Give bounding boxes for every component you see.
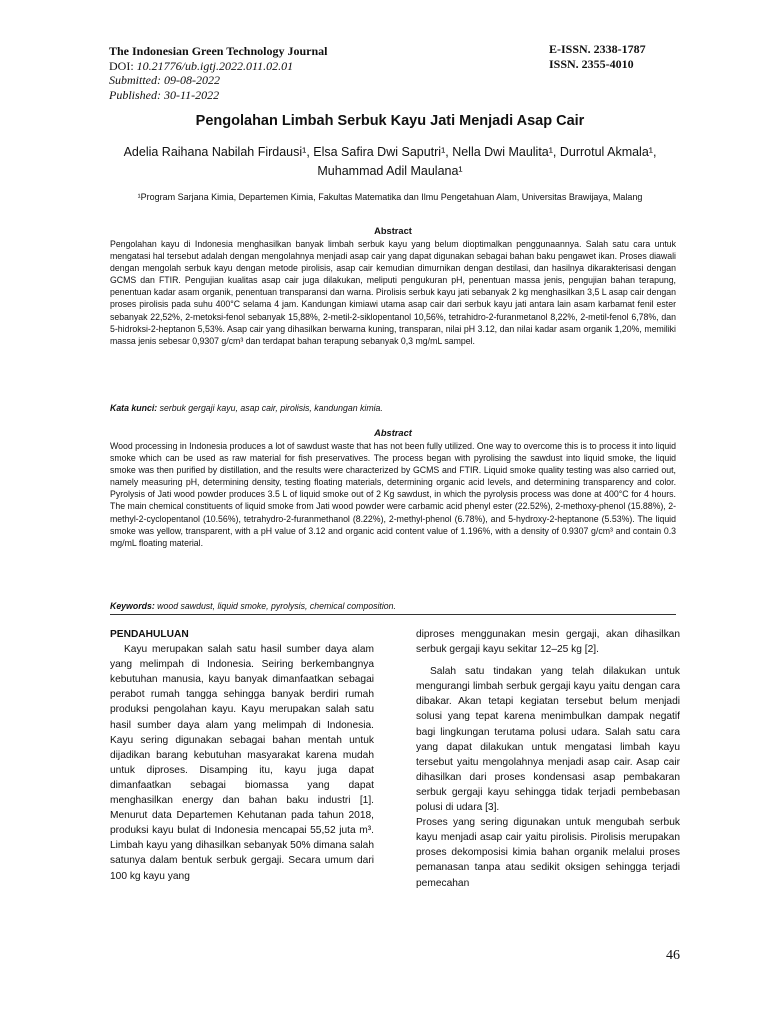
keywords-en-text: wood sawdust, liquid smoke, pyrolysis, chemical composition. [154, 601, 396, 611]
right-column [416, 627, 680, 891]
journal-header [109, 44, 469, 102]
author-list: Adelia Raihana Nabilah Firdausi¹, Elsa Safira Dwi Saputri¹, Nella Dwi Maulita¹, Durrotul Akmala¹, Muhammad Adil Maulana¹ [123, 145, 657, 178]
published-date: Published: 30-11-2022 [109, 87, 220, 102]
doi-line [109, 59, 469, 74]
doi-label: DOI: [109, 58, 137, 73]
body-paragraph: Kayu merupakan salah satu hasil sumber daya alam yang melimpah di Indonesia. Seiring berkembangnya kebutuhan manusia, kayu banyak dimanfaatkan sebagai perabot rumah tangga sehingga banyak berdiri rumah produksi pengolahan kayu. Kayu merupakan salah satu hasil sumber daya alam yang melimpah di Indonesia. Kayu sering digunakan sebagai bahan mentah untuk dijadikan barang kebutuhan masyarakat karena mudah untuk diproses. Disamping itu, kayu juga dapat dimanfaatkan sebagai biomassa yang dapat menghasilkan energy dan bahan baku industri [1]. Menurut data Departemen Kehutanan pada tahun 2018, produksi kayu bulat di Indonesia mencapai 55,52 juta m³. Limbah kayu yang dihasilkan sebanyak 50% dimana salah satunya dalam bentuk serbuk gergaji. Secara umum dari 100 kg kayu yang [110, 644, 374, 882]
keywords-en [110, 600, 676, 612]
submitted-date: Submitted: 09-08-2022 [109, 73, 220, 87]
article-title: Pengolahan Limbah Serbuk Kayu Jati Menjadi Asap Cair [195, 113, 585, 129]
section-divider [110, 614, 676, 615]
abstract-heading-en: Abstract [374, 428, 412, 438]
doi-link[interactable]: 10.21776/ub.igtj.2022.011.02.01 [136, 58, 294, 73]
keywords-id [110, 402, 676, 414]
journal-name: The Indonesian Green Technology Journal [109, 44, 328, 58]
body-paragraph: diproses menggunakan mesin gergaji, akan dihasilkan serbuk gergaji kayu sekitar 12–25 kg [2]. [416, 629, 680, 656]
keywords-en-label: Keywords: [110, 601, 155, 611]
keywords-id-label: Kata kunci: [110, 403, 158, 413]
issn: ISSN. 2355-4010 [549, 57, 634, 71]
section-heading: PENDAHULUAN [110, 629, 189, 640]
left-column [110, 627, 374, 884]
body-paragraph: Proses yang sering digunakan untuk mengubah serbuk kayu menjadi asap cair yaitu pirolisis. Pirolisis merupakan proses dekomposisi kimia bahan organik melalui proses pemanasan tanpa atau sedikit oksigen sehingga terjadi pemecahan [416, 817, 680, 889]
eissn: E-ISSN. 2338-1787 [549, 42, 646, 56]
page-number: 46 [666, 948, 680, 963]
abstract-text-id: Pengolahan kayu di Indonesia menghasilkan banyak limbah serbuk kayu yang belum dioptimalkan penggunaannya. Salah satu cara untuk mengatasi hal tersebut adalah dengan mengolahnya menjadi asap cair yang dapat digunakan sebagai bahan baku pengawet ikan. Proses diawali dengan mengolah serbuk kayu dengan metode pirolisis, asap cair kemudian dimurnikan dengan destilasi, dan hasilnya dikarakterisasi dengan GCMS dan FTIR. Pengujian kualitas asap cair juga dilakukan, meliputi pengukuran pH, penentuan massa jenis, pengujian bahan terapung, penentuan kadar asam organik, penentuan transparansi dan warna. Pirolisis serbuk kayu jati sebanyak 2 kg menghasilkan 3,5 L asap cair dengan proses pirolisis pada suhu 400°C selama 4 jam. Kandungan kimiawi utama asap cair dari serbuk kayu jati antara lain asam karbamat fenil ester sebanyak 22,52%, 2-metoksi-fenol sebanyak 15,88%, 2-metil-2-siklopentanol 10,56%, tetrahidro-2-furanmetanol 8,22%, 2-metil-fenol 6,78%, dan 5-hidroksi-2-heptanon 5,53%. Asap cair yang dihasilkan berwarna kuning, transparan, nilai pH 3.12, dan nilai kadar asam organik 1,20%, memiliki massa jenis sebesar 0,9307 g/cm³ dan terdapat bahan terapung sebanyak 0,3 mg/mL sampel. [110, 239, 676, 346]
affiliation: ¹Program Sarjana Kimia, Departemen Kimia, Fakultas Matematika dan Ilmu Pengetahuan Alam, Universitas Brawijaya, Malang [137, 192, 643, 202]
abstract-text-en: Wood processing in Indonesia produces a lot of sawdust waste that has not been fully utilized. One way to overcome this is to process it into liquid smoke which can be used as raw material for fish preservatives. The process began with pyrolising the sawdust into liquid smoke, the liquid smoke was then purified by distillation, and the results were characterized by GCMS and FTIR. Liquid smoke quality testing was also carried out, namely measuring pH, determining density, testing floating materials, determining organic acid levels, and determining transparency and color. Pyrolysis of Jati wood powder produces 3.5 L of liquid smoke out of 2 Kg sawdust, in which the pyrolysis process was done at 400°C for 4 hours. The main chemical constituents of liquid smoke from Jati wood powder were carbamic acid phenyl ester (22.52%), 2-methoxy-phenol (15.88%), 2-methyl-2-cyclopentanol (10.56%), tetrahydro-2-furanmethanol (8.22%), 2-methyl-phenol (6.78%), and 5-hydroxy-2-heptanone (5.53%). The liquid smoke was yellow, transparent, with a pH value of 3.12 and organic acid content value of 1.196%, with a density of 0.9307 g/cm³ and contain 0.3 mg/mL floating material. [110, 441, 676, 548]
body-paragraph: Salah satu tindakan yang telah dilakukan untuk mengurangi limbah serbuk gergaji kayu yaitu dengan cara dibakar. Akan tetapi kegiatan tersebut belum menjadi solusi yang tepat karena menimbulkan dampak negatif bagi lingkungan terutama polusi udara. Salah satu cara yang dapat dilakukan untuk mengatasi limbah kayu tersebut yaitu mengolahnya menjadi asap cair. Asap cair dihasilkan dari proses kondensasi asap pembakaran serbuk gergaji kayu sehingga tidak terjadi pembebasan polusi di udara [3]. [416, 666, 680, 814]
keywords-id-text: serbuk gergaji kayu, asap cair, pirolisis, kandungan kimia. [157, 403, 383, 413]
issn-block [549, 42, 689, 72]
abstract-heading-id: Abstract [374, 226, 412, 236]
